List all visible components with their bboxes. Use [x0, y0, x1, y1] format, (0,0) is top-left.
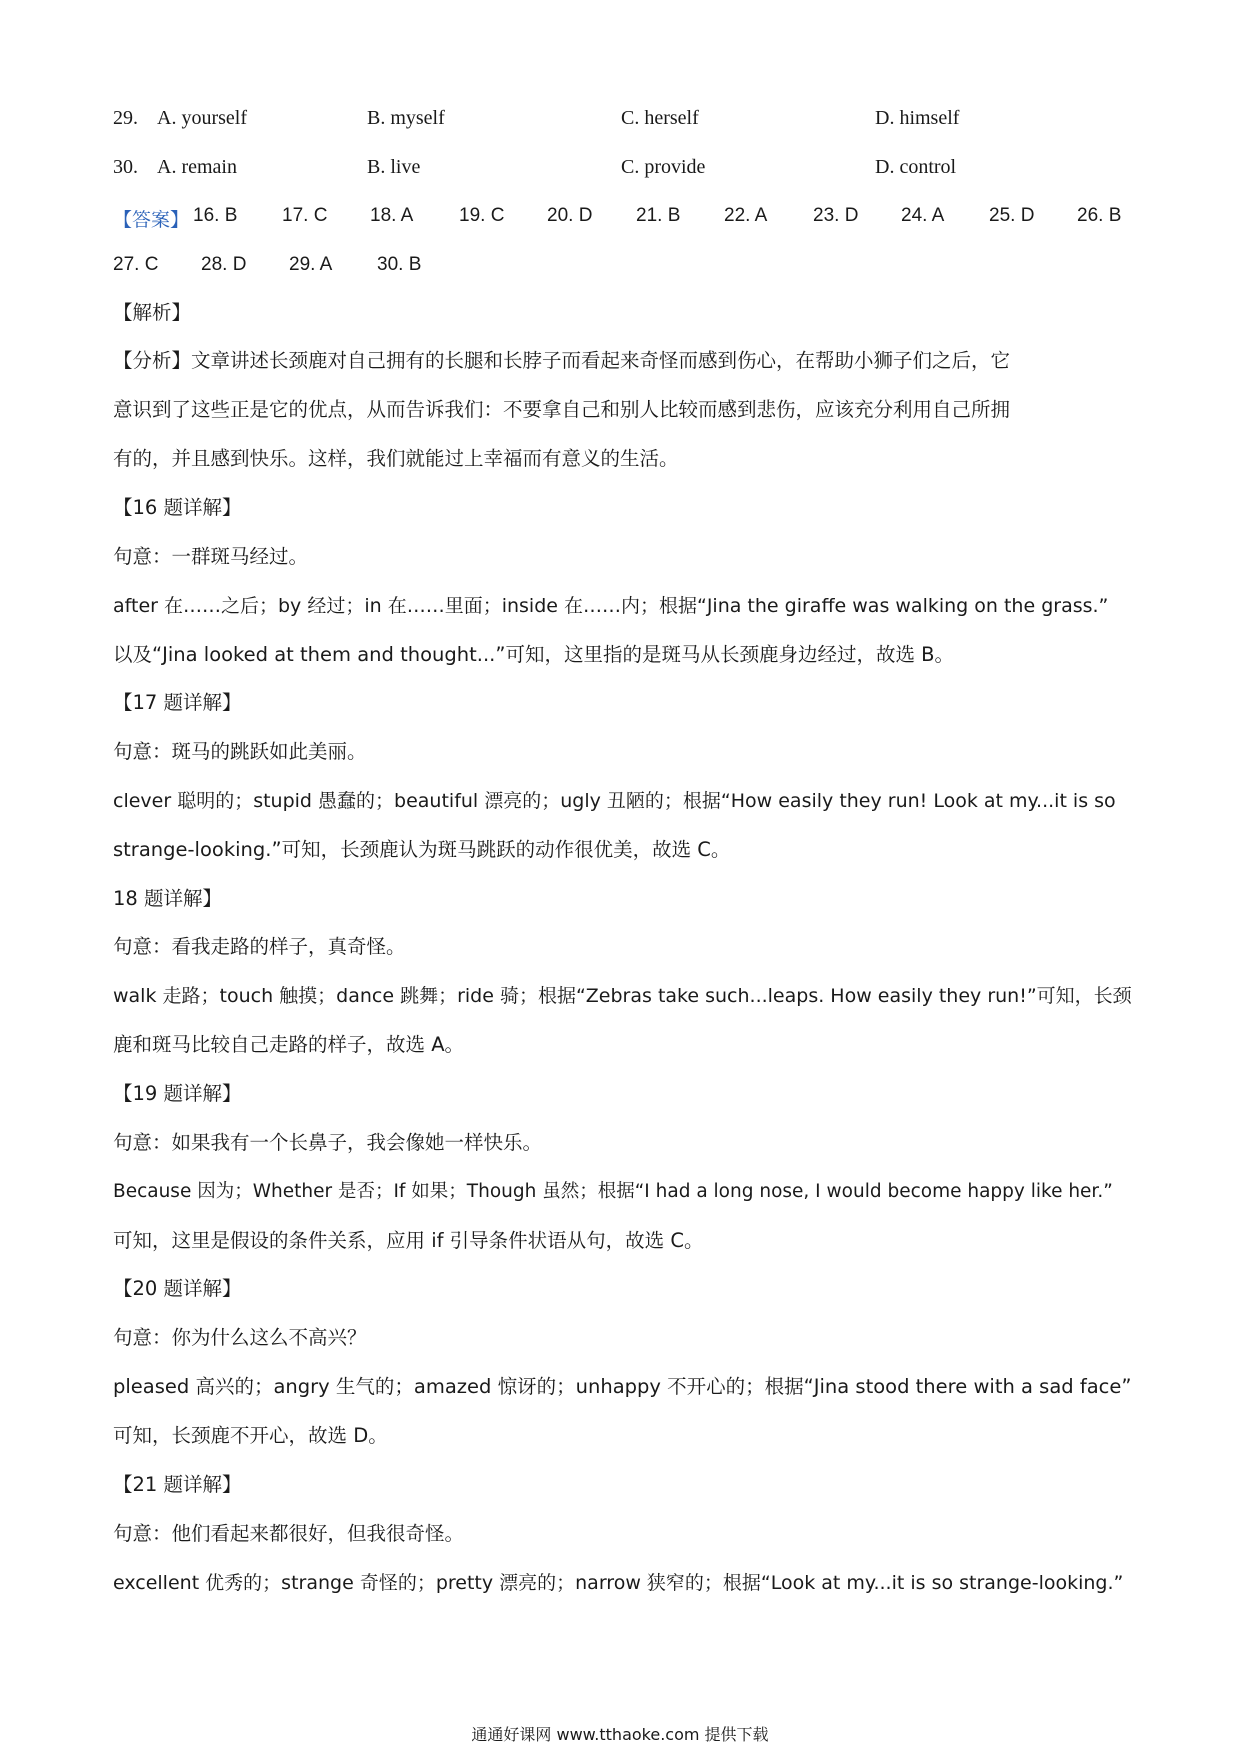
text-line: pleased 高兴的；angry 生气的；amazed 惊讶的；unhappy 不开心的；根据“Jina stood there with a sad face”	[113, 1375, 1132, 1398]
answer-item: 27. C	[113, 254, 159, 275]
answer-item: 28. D	[201, 254, 247, 275]
answer-label: 【答案】	[113, 209, 190, 231]
answer-item: 25. D	[989, 205, 1035, 226]
option-b: B. live	[367, 156, 421, 178]
text-line: 句意：一群斑马经过。	[113, 545, 309, 568]
option-d: D. control	[875, 156, 957, 178]
text-line: 可知，这里是假设的条件关系，应用 if 引导条件状语从句，故选 C。	[113, 1229, 704, 1252]
text-line: 可知，长颈鹿不开心，故选 D。	[113, 1424, 388, 1447]
section-heading: 【16 题详解】	[113, 496, 242, 519]
text-line: after 在……之后；by 经过；in 在……里面；inside 在……内；根据“Jina the giraffe was walking on the grass.”	[113, 595, 1109, 617]
option-b: B. myself	[367, 107, 445, 129]
analysis-label: 【解析】	[113, 301, 192, 324]
section-heading: 【17 题详解】	[113, 691, 242, 714]
text-line: 有的，并且感到快乐。这样，我们就能过上幸福而有意义的生活。	[113, 447, 679, 470]
text-line: excellent 优秀的；strange 奇怪的；pretty 漂亮的；narrow 狭窄的；根据“Look at my...it is so strange-looking.”	[113, 1572, 1124, 1594]
section-heading: 【20 题详解】	[113, 1277, 242, 1300]
option-a: A. remain	[157, 156, 237, 178]
answer-item: 23. D	[813, 205, 859, 226]
text-line: 句意：斑马的跳跃如此美丽。	[113, 740, 367, 763]
question-number: 29.	[113, 107, 138, 129]
text-line: 【分析】文章讲述长颈鹿对自己拥有的长腿和长脖子而看起来奇怪而感到伤心，在帮助小狮子们之后，它	[113, 349, 1011, 372]
text-line: 以及“Jina looked at them and thought...”可知，这里指的是斑马从长颈鹿身边经过，故选 B。	[113, 643, 955, 666]
text-line: 句意：看我走路的样子，真奇怪。	[113, 935, 406, 958]
question-29-options	[113, 107, 1143, 137]
option-a: A. yourself	[157, 107, 247, 129]
text-line: 句意：他们看起来都很好，但我很奇怪。	[113, 1522, 465, 1545]
text-line: 句意：如果我有一个长鼻子，我会像她一样快乐。	[113, 1131, 543, 1154]
question-30-options	[113, 156, 1143, 186]
question-number: 30.	[113, 156, 138, 178]
answer-row	[113, 205, 1143, 235]
answer-item: 22. A	[724, 205, 768, 226]
text-line: clever 聪明的；stupid 愚蠢的；beautiful 漂亮的；ugly 丑陋的；根据“How easily they run! Look at my...it is so	[113, 790, 1116, 812]
option-d: D. himself	[875, 107, 960, 129]
option-c: C. herself	[621, 107, 699, 129]
answer-row-2	[113, 254, 513, 284]
answer-item: 21. B	[636, 205, 681, 226]
answer-item: 19. C	[459, 205, 505, 226]
answer-item: 29. A	[289, 254, 333, 275]
answer-item: 17. C	[282, 205, 328, 226]
text-line: strange-looking.”可知，长颈鹿认为斑马跳跃的动作很优美，故选 C。	[113, 838, 731, 861]
text-line: 意识到了这些正是它的优点，从而告诉我们：不要拿自己和别人比较而感到悲伤，应该充分利用自己所拥	[113, 398, 1011, 421]
answer-item: 18. A	[370, 205, 414, 226]
page-footer: 通通好课网 www.tthaoke.com 提供下载	[471, 1725, 769, 1744]
text-line: Because 因为；Whether 是否；If 如果；Though 虽然；根据“I had a long nose, I would become happy like her.”	[113, 1181, 1113, 1202]
text-line: 鹿和斑马比较自己走路的样子，故选 A。	[113, 1033, 465, 1056]
section-heading: 【21 题详解】	[113, 1473, 242, 1496]
answer-item: 30. B	[377, 254, 422, 275]
text-line: walk 走路；touch 触摸；dance 跳舞；ride 骑；根据“Zebras take such...leaps. How easily they run!”可知，长颈	[113, 985, 1132, 1007]
section-heading: 18 题详解】	[113, 887, 223, 910]
answer-item: 20. D	[547, 205, 593, 226]
text-line: 句意：你为什么这么不高兴？	[113, 1326, 367, 1349]
section-heading: 【19 题详解】	[113, 1082, 242, 1105]
answer-item: 26. B	[1077, 205, 1122, 226]
option-c: C. provide	[621, 156, 706, 178]
answer-item: 16. B	[193, 205, 238, 226]
answer-item: 24. A	[901, 205, 945, 226]
